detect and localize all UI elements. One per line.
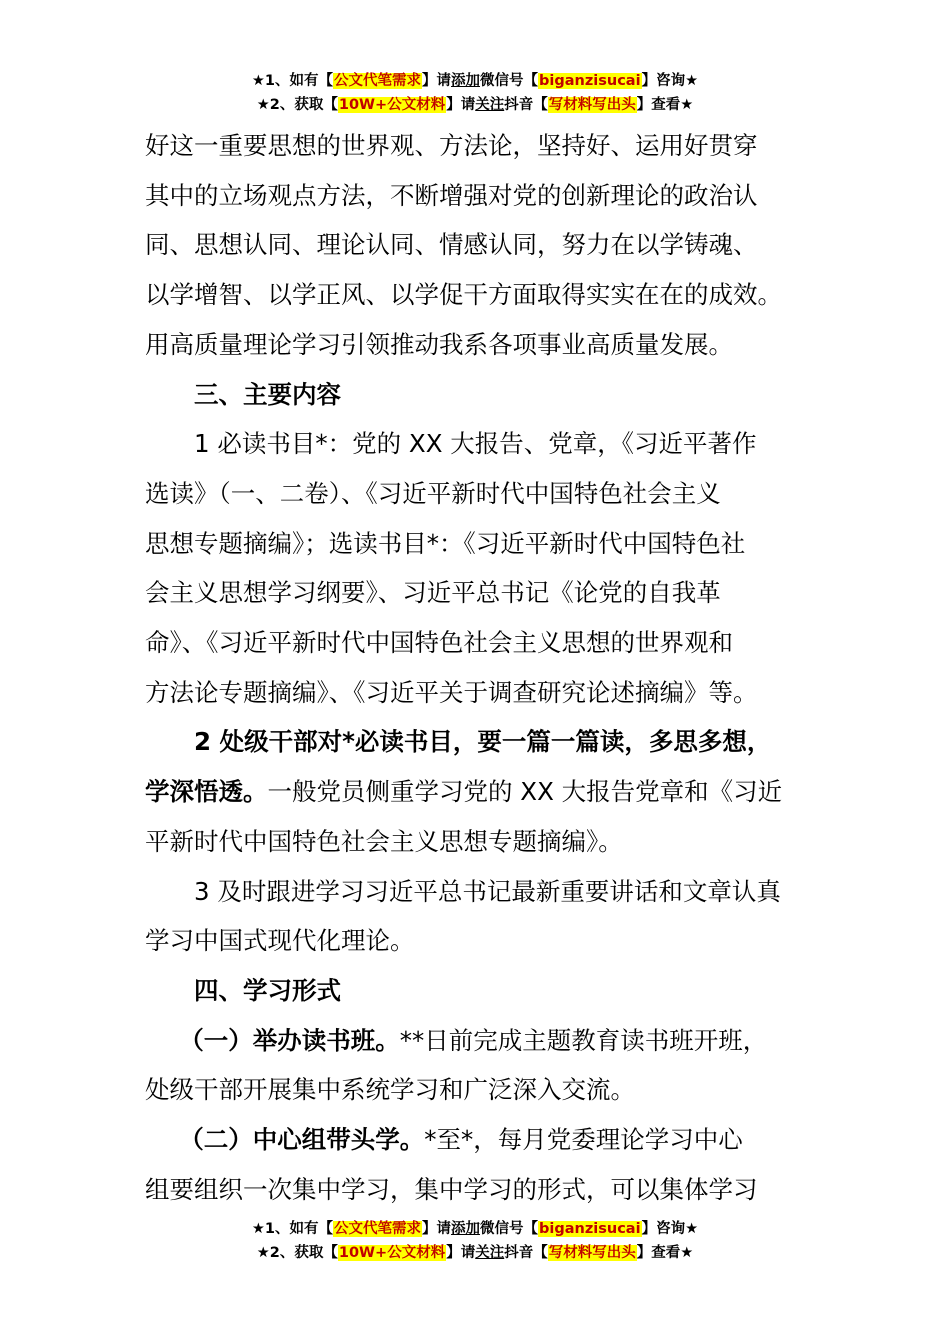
banner-text: 微信号【 [480,1221,539,1237]
banner-highlight: 公文代笔需求 [334,73,422,89]
item2-bold-text: 学深悟透。 [145,777,268,807]
banner-text: ★2、获取【 [256,1245,338,1261]
banner-text: ★1、如有【 [251,73,334,89]
document-body [145,121,810,1214]
footer-banner [0,1218,950,1266]
sub1-line [145,1016,810,1066]
sub1-line: 处级干部开展集中系统学习和广泛深入交流。 [145,1075,635,1105]
sub2-line: 组要组织一次集中学习，集中学习的形式，可以集体学习 [145,1174,758,1204]
item1-line: 思想专题摘编》；选读书目*：《习近平新时代中国特色社 [145,528,746,558]
banner-underline: 关注 [475,97,505,113]
item1-line: 1 必读书目*：党的 XX 大报告、党章，《习近平著作 [194,429,757,459]
item1-line: 方法论专题摘编》、《习近平关于调查研究论述摘编》等。 [145,677,758,707]
banner-underline: 关注 [475,1245,505,1261]
item1-line: 命》、《习近平新时代中国特色社会主义思想的世界观和 [145,628,733,658]
banner-text: 】请 [446,1245,476,1261]
header-banner [0,70,950,118]
item2-bold-line: 2 处级干部对*必读书目，要一篇一篇读，多思多想， [194,727,772,757]
banner-highlight: biganzisucai [539,73,641,89]
item1-line: 选读》（一、二卷）、《习近平新时代中国特色社会主义 [145,478,721,508]
sub2-heading: （二）中心组带头学。 [179,1125,425,1155]
banner-text: 】请 [422,73,452,89]
item2-line: 平新时代中国特色社会主义思想专题摘编》。 [145,826,623,856]
banner-highlight: biganzisucai [539,1221,641,1237]
banner-highlight: 公文代笔需求 [334,1221,422,1237]
banner-underline: 添加 [451,1221,481,1237]
banner-text: ★1、如有【 [251,1221,334,1237]
banner-text: 微信号【 [480,73,539,89]
banner-text: 抖音【 [504,97,548,113]
body-line: 同、思想认同、理论认同、情感认同，努力在以学铸魂、 [145,230,758,260]
banner-highlight: 写材料写出头 [548,97,636,113]
banner-text: 】请 [446,97,476,113]
body-line: 好这一重要思想的世界观、方法论，坚持好、运用好贯穿 [145,131,758,160]
item2-line [145,767,810,817]
banner-text: 】咨询★ [641,1221,699,1237]
item1-line: 会主义思想学习纲要》、习近平总书记《论党的自我革 [145,578,721,608]
banner-text: 】咨询★ [641,73,699,89]
banner-line-1 [0,1218,950,1242]
banner-highlight: 10W+公文材料 [338,1245,446,1261]
sub2-line [145,1115,810,1165]
body-line: 用高质量理论学习引领推动我系各项事业高质量发展。 [145,329,733,359]
sub1-text: **日前完成主题教育读书班开班， [399,1025,768,1055]
banner-text: 】请 [422,1221,452,1237]
sub1-heading: （一）举办读书班。 [179,1025,400,1055]
banner-highlight: 写材料写出头 [548,1245,636,1261]
banner-text: 】查看★ [636,97,694,113]
banner-line-2 [0,1242,950,1266]
section-heading-3: 三、主要内容 [194,379,341,409]
item3-line: 3 及时跟进学习习近平总书记最新重要讲话和文章认真 [194,876,781,906]
banner-line-1 [0,70,950,94]
banner-highlight: 10W+公文材料 [338,97,446,113]
banner-line-2 [0,94,950,118]
body-line: 其中的立场观点方法，不断增强对党的创新理论的政治认 [145,180,758,210]
item3-line: 学习中国式现代化理论。 [145,926,415,956]
banner-text: ★2、获取【 [256,97,338,113]
banner-text: 】查看★ [636,1245,694,1261]
banner-underline: 添加 [451,73,481,89]
section-heading-4: 四、学习形式 [194,975,341,1005]
sub2-text: *至*，每月党委理论学习中心 [424,1125,743,1155]
body-line: 以学增智、以学正风、以学促干方面取得实实在在的成效。 [145,280,782,310]
banner-text: 抖音【 [504,1245,548,1261]
item2-text: 一般党员侧重学习党的 XX 大报告党章和《习近 [267,777,783,807]
